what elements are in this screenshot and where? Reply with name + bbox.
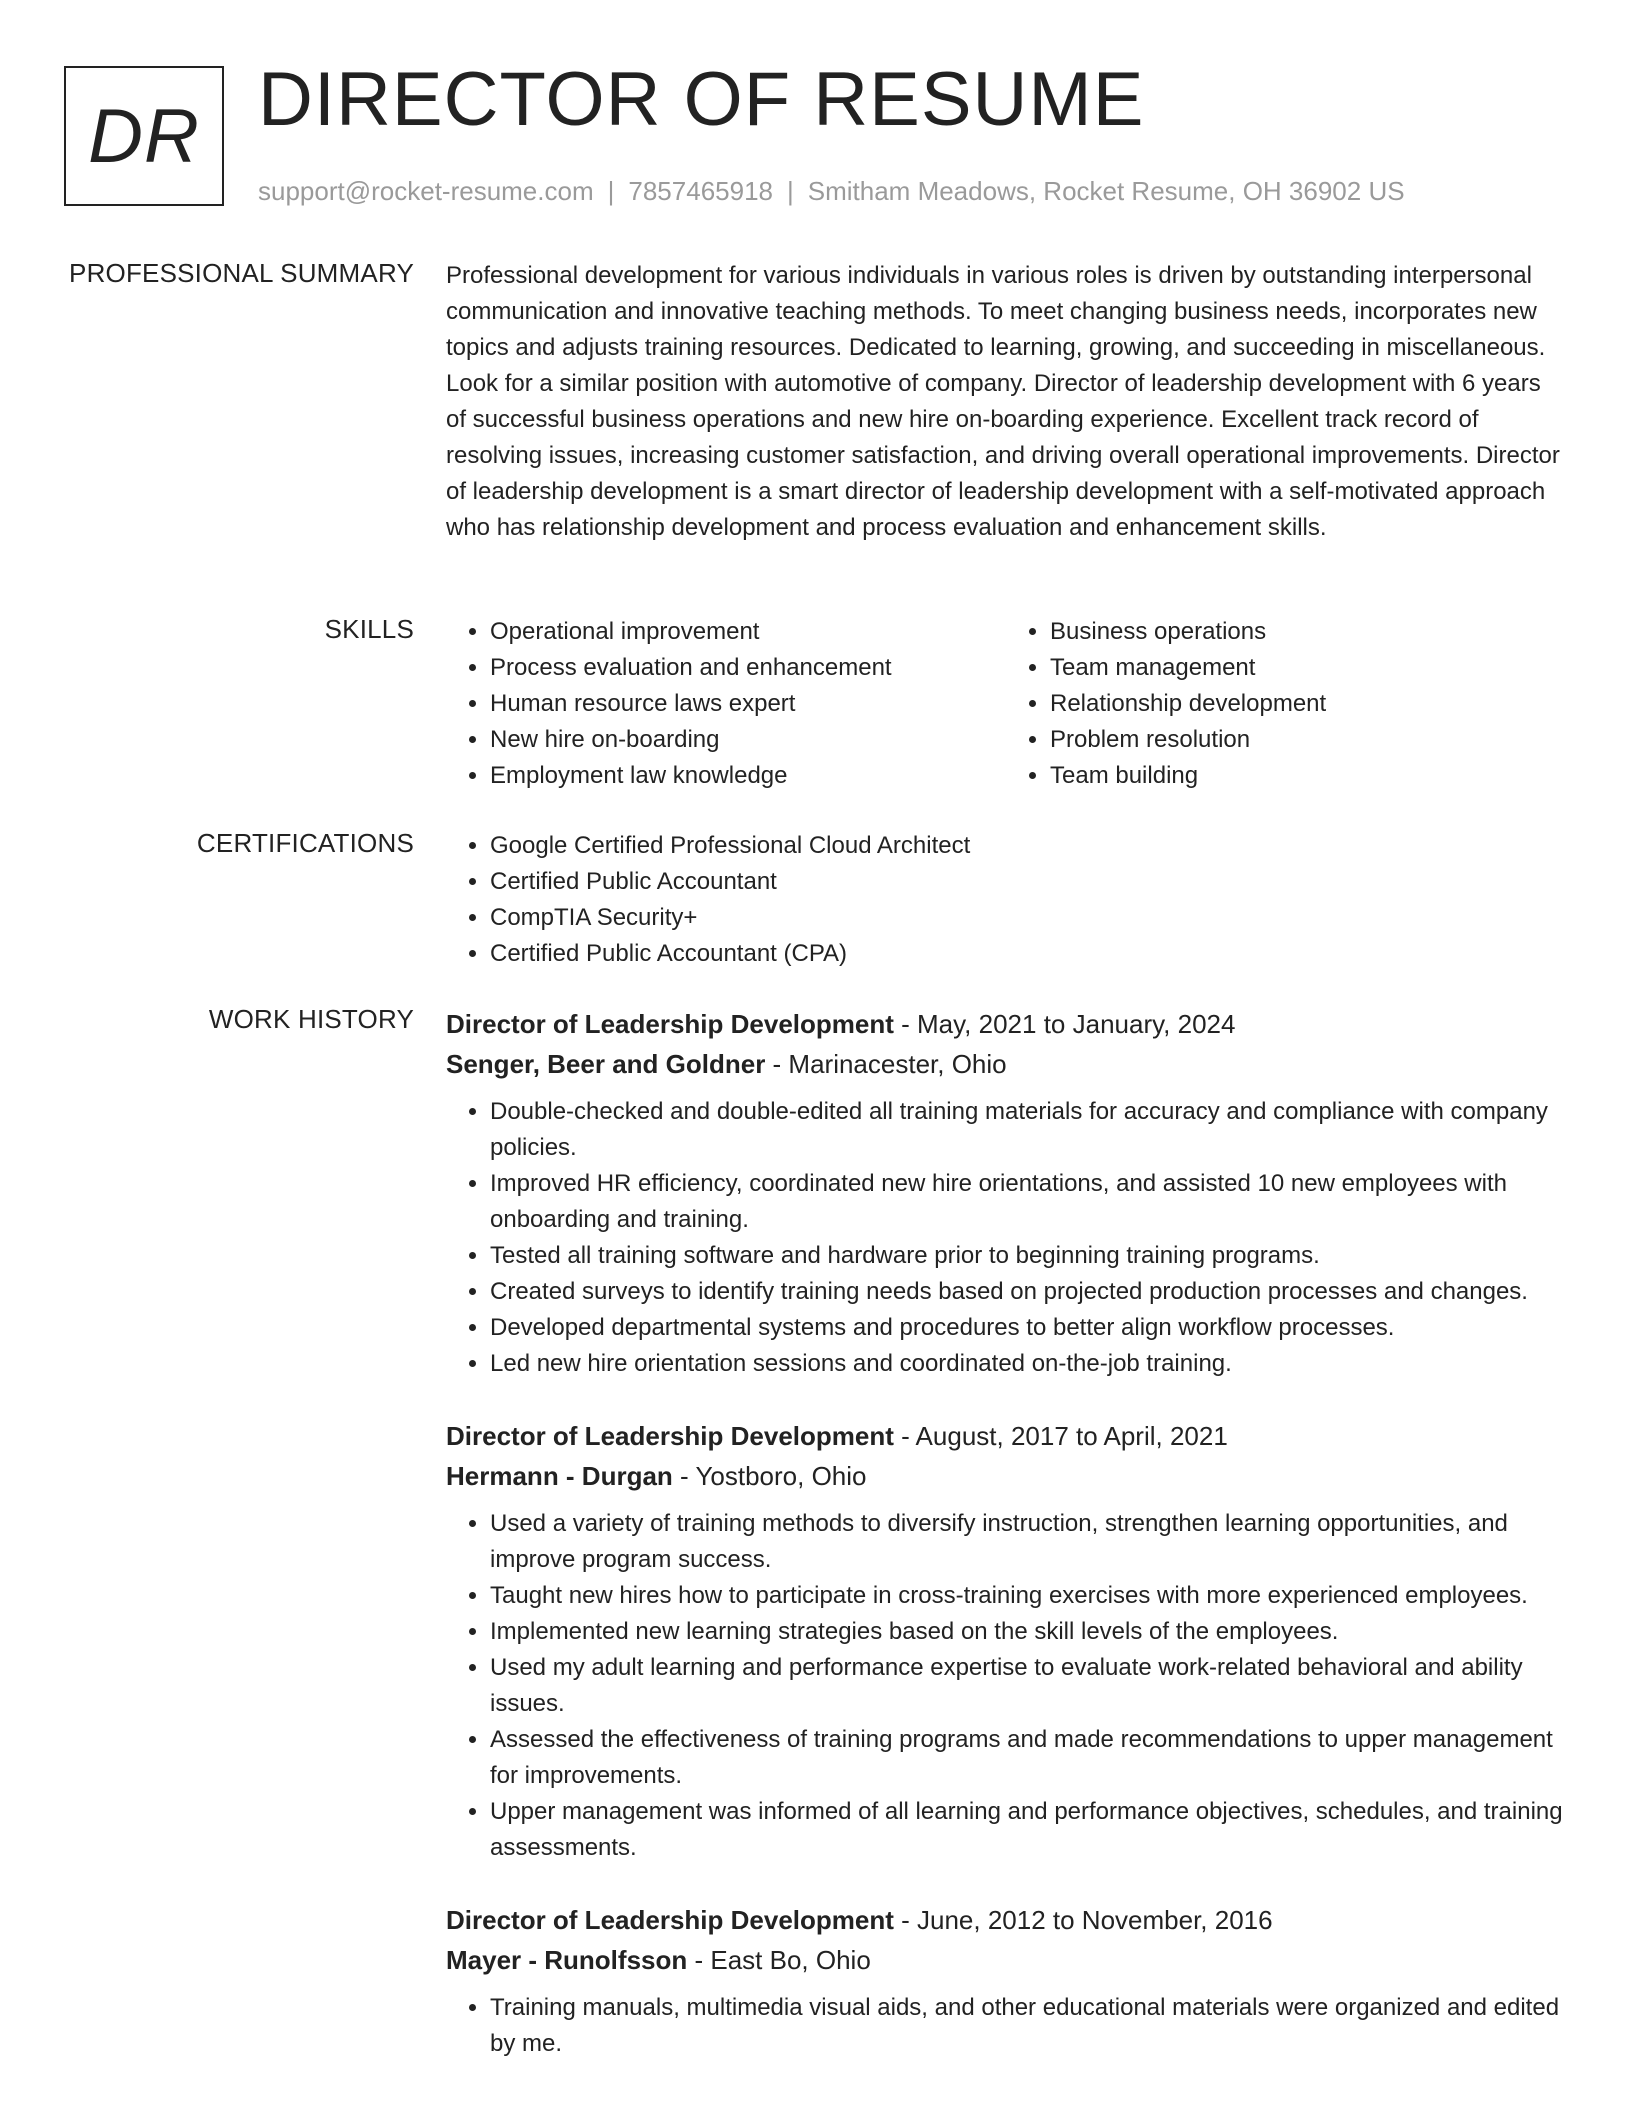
summary-text: Professional development for various individuals in various roles is driven by outstanding interpersonal communication and innovative teaching methods. To meet changing business needs, incorporates new topics and adjusts training resources. Dedicated to learning, growing, and succeeding in miscellaneous. Look for a similar position with automotive of company. Director of leadership development with 6 years of successful business operations and new hire on-boarding experience. Excellent track record of resolving issues, increasing customer satisfaction, and driving overall operational improvements. Director of leadership development is a smart director of leadership development with a self-motivated approach who has relationship development and process evaluation and enhancement skills. [446,262,1560,541]
job-bullet: • Training manuals, multimedia visual aids, and other educational materials were organized and edited by me. [490,1990,1566,2062]
job-bullet: • Used my adult learning and performance expertise to evaluate work-related behavioral and ability issues. [490,1650,1566,1722]
job-company: Mayer - Runolfsson [446,1945,688,1975]
job-title: Director of Leadership Development [446,1905,894,1935]
certifications-list [446,828,1566,972]
certification-item: • CompTIA Security+ [490,900,1566,936]
monogram-logo: DR [64,66,224,206]
resume-name: DIRECTOR OF RESUME [258,57,1145,142]
skill-item: • New hire on-boarding [490,722,1006,758]
contact-separator: | [607,176,615,206]
contact-separator: | [787,176,794,206]
job-company: Hermann - Durgan [446,1461,673,1491]
job-location: - Yostboro, Ohio [672,1461,867,1491]
job-bullets [446,1506,1566,1866]
job-bullet: • Used a variety of training methods to diversify instruction, strengthen learning opportunities, and improve program success. [490,1506,1566,1578]
work-history-body [446,1004,1566,2062]
job-bullets [446,1094,1566,1382]
job-bullet: • Developed departmental systems and procedures to better align workflow processes. [490,1310,1566,1346]
summary-body [446,258,1566,546]
certification-item: • Certified Public Accountant [490,864,1566,900]
skills-body [446,614,1566,794]
job-bullet: • Taught new hires how to participate in cross-training exercises with more experienced employees. [490,1578,1566,1614]
skill-item: • Operational improvement [490,614,1006,650]
skills-right-list [1006,614,1566,794]
job-location: - East Bo, Ohio [687,1945,871,1975]
job-entry [446,1900,1566,2062]
skill-item: • Team management [1050,650,1566,686]
contact-email: support@rocket-resume.com [258,176,594,206]
job-company-line [446,1456,1566,1496]
contact-address: Smitham Meadows, Rocket Resume, OH 36902 US [807,176,1405,206]
job-bullets [446,1990,1566,2062]
certifications-body [446,828,1566,972]
job-title-line [446,1004,1566,1044]
job-bullet: • Double-checked and double-edited all training materials for accuracy and compliance with company policies. [490,1094,1566,1166]
certifications-label: CERTIFICATIONS [196,828,414,858]
job-entry [446,1004,1566,1382]
contact-line [258,176,1405,207]
summary-label: PROFESSIONAL SUMMARY [69,258,414,288]
job-dates: - August, 2017 to April, 2021 [893,1421,1228,1451]
job-title: Director of Leadership Development [446,1009,894,1039]
skill-item: • Team building [1050,758,1566,794]
skill-item: • Employment law knowledge [490,758,1006,794]
skill-item: • Human resource laws expert [490,686,1006,722]
job-title: Director of Leadership Development [446,1421,894,1451]
job-bullet: • Improved HR efficiency, coordinated new hire orientations, and assisted 10 new employees with onboarding and training. [490,1166,1566,1238]
skills-label: SKILLS [324,614,414,644]
job-company-line [446,1044,1566,1084]
job-bullet: • Led new hire orientation sessions and coordinated on-the-job training. [490,1346,1566,1382]
job-dates: - June, 2012 to November, 2016 [893,1905,1273,1935]
job-company: Senger, Beer and Goldner [446,1049,766,1079]
job-title-line [446,1416,1566,1456]
job-location: - Marinacester, Ohio [765,1049,1007,1079]
job-company-line [446,1940,1566,1980]
contact-phone: 7857465918 [628,176,773,206]
skill-item: • Problem resolution [1050,722,1566,758]
job-bullet: • Implemented new learning strategies based on the skill levels of the employees. [490,1614,1566,1650]
skill-item: • Relationship development [1050,686,1566,722]
skill-item: • Business operations [1050,614,1566,650]
job-entry [446,1416,1566,1866]
job-dates: - May, 2021 to January, 2024 [893,1009,1236,1039]
job-bullet: • Assessed the effectiveness of training programs and made recommendations to upper management for improvements. [490,1722,1566,1794]
certification-item: • Certified Public Accountant (CPA) [490,936,1566,972]
job-title-line [446,1900,1566,1940]
job-bullet: • Created surveys to identify training needs based on projected production processes and changes. [490,1274,1566,1310]
work-history-label: WORK HISTORY [208,1004,414,1034]
certification-item: • Google Certified Professional Cloud Architect [490,828,1566,864]
skills-left-list [446,614,1006,794]
job-bullet: • Upper management was informed of all learning and performance objectives, schedules, and training assessments. [490,1794,1566,1866]
job-bullet: • Tested all training software and hardware prior to beginning training programs. [490,1238,1566,1274]
skill-item: • Process evaluation and enhancement [490,650,1006,686]
